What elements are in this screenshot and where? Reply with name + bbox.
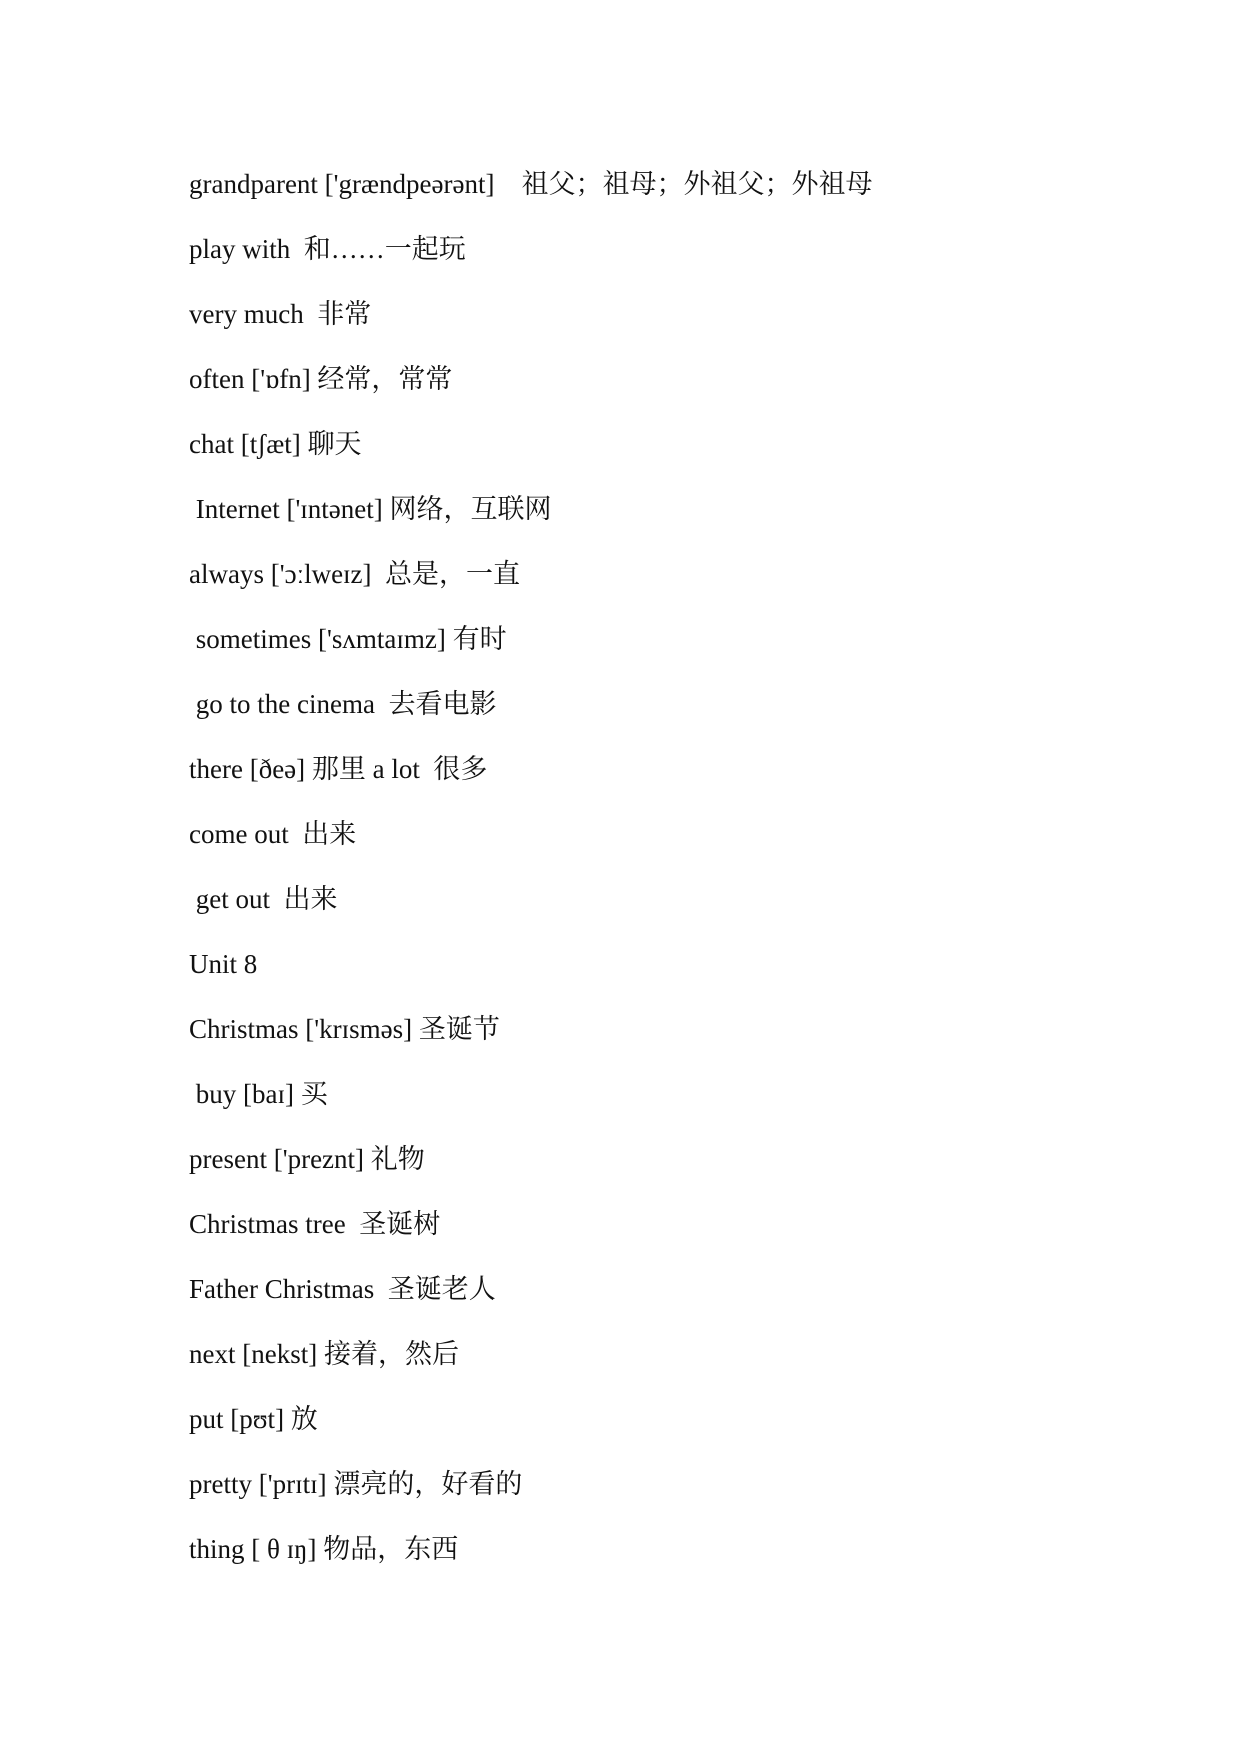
vocab-line-thing: thing [ θ ɪŋ] 物品，东西	[189, 1534, 459, 1564]
unit-heading: Unit 8	[189, 949, 258, 979]
vocab-line-present: present ['preznt] 礼物	[189, 1144, 425, 1174]
vocab-line-christmas: Christmas ['krɪsməs] 圣诞节	[189, 1014, 500, 1044]
vocab-line-next: next [nekst] 接着，然后	[189, 1339, 459, 1369]
vocab-line-father-christmas: Father Christmas 圣诞老人	[189, 1274, 496, 1304]
vocab-line-there: there [ðeə] 那里 a lot 很多	[189, 754, 488, 784]
vocab-line-play-with: play with 和……一起玩	[189, 234, 466, 264]
vocab-line-christmas-tree: Christmas tree 圣诞树	[189, 1209, 441, 1239]
vocab-line-buy: buy [baɪ] 买	[189, 1079, 328, 1109]
vocab-line-grandparent: grandparent ['grændpeərənt] 祖父；祖母；外祖父；外祖母	[189, 169, 873, 199]
vocab-line-often: often ['ɒfn] 经常，常常	[189, 364, 453, 394]
vocab-line-go-to-the-cinema: go to the cinema 去看电影	[189, 689, 497, 719]
vocab-line-very-much: very much 非常	[189, 299, 372, 329]
vocab-line-pretty: pretty ['prɪtɪ] 漂亮的，好看的	[189, 1469, 523, 1499]
vocab-line-sometimes: sometimes ['sʌmtaɪmz] 有时	[189, 624, 507, 654]
vocab-line-get-out: get out 出来	[189, 884, 338, 914]
vocab-line-come-out: come out 出来	[189, 819, 357, 849]
vocab-line-chat: chat [tʃæt] 聊天	[189, 429, 362, 459]
vocab-line-put: put [pʊt] 放	[189, 1404, 318, 1434]
vocab-line-internet: Internet ['ɪntənet] 网络，互联网	[189, 494, 552, 524]
vocab-line-always: always ['ɔːlweɪz] 总是，一直	[189, 559, 521, 589]
